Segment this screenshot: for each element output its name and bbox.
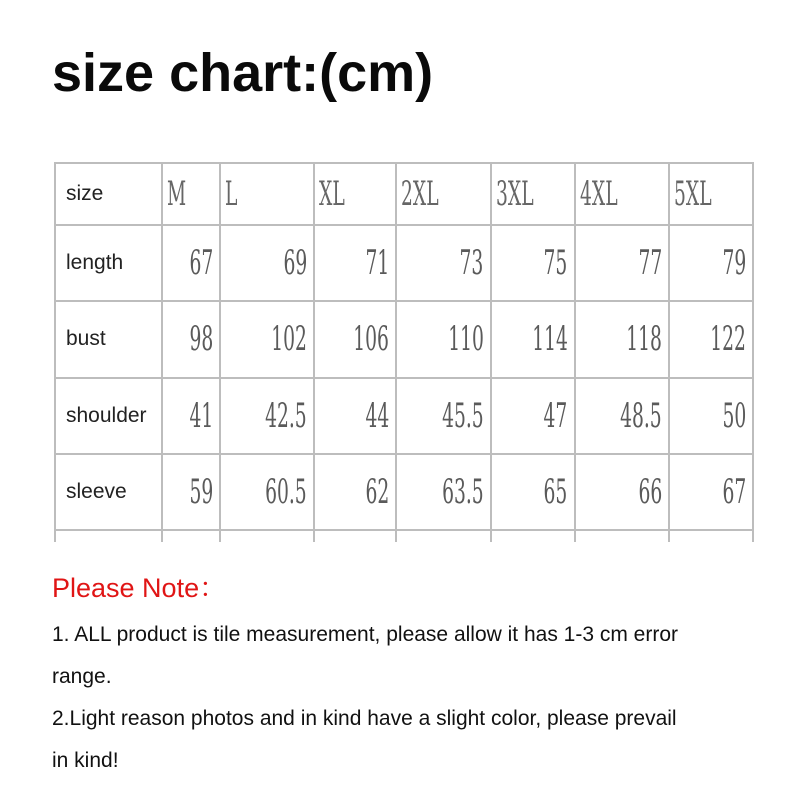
note-title: Please Note：: [52, 573, 227, 603]
spacer-cell: [575, 530, 669, 542]
value-cell: 63.5: [396, 454, 490, 530]
spacer-cell: [396, 530, 490, 542]
value-cell: 69: [220, 225, 314, 301]
value-cell: 44: [314, 378, 396, 454]
value-cell: 67: [669, 454, 753, 530]
value-cell: 118: [575, 301, 669, 377]
value-cell: 66: [575, 454, 669, 530]
spacer-cell: [314, 530, 396, 542]
value-cell: 73: [396, 225, 490, 301]
value-cell: 48.5: [575, 378, 669, 454]
value-cell: 59: [162, 454, 220, 530]
size-header: 4XL: [575, 163, 669, 225]
note-line: 1. ALL product is tile measurement, please allow it has 1-3 cm error: [52, 623, 679, 646]
size-header: 2XL: [396, 163, 490, 225]
spacer-cell: [669, 530, 753, 542]
value-cell: 114: [491, 301, 575, 377]
value-cell: 77: [575, 225, 669, 301]
note-line: range.: [52, 665, 112, 688]
value-cell: 60.5: [220, 454, 314, 530]
value-cell: 62: [314, 454, 396, 530]
row-label: shoulder: [55, 378, 162, 454]
value-cell: 75: [491, 225, 575, 301]
value-cell: 122: [669, 301, 753, 377]
value-cell: 71: [314, 225, 396, 301]
table-row: [55, 301, 753, 377]
size-header: L: [220, 163, 314, 225]
table-row: [55, 225, 753, 301]
row-label: length: [55, 225, 162, 301]
value-cell: 41: [162, 378, 220, 454]
spacer-cell: [162, 530, 220, 542]
size-header: 5XL: [669, 163, 753, 225]
page-title: size chart:(cm): [52, 43, 434, 103]
spacer-cell: [491, 530, 575, 542]
value-cell: 42.5: [220, 378, 314, 454]
value-cell: 50: [669, 378, 753, 454]
value-cell: 106: [314, 301, 396, 377]
note-line: in kind!: [52, 749, 119, 772]
value-cell: 45.5: [396, 378, 490, 454]
table-row: [55, 378, 753, 454]
value-cell: 65: [491, 454, 575, 530]
size-chart-table: [54, 162, 754, 542]
value-cell: 110: [396, 301, 490, 377]
value-cell: 79: [669, 225, 753, 301]
row-label: sleeve: [55, 454, 162, 530]
table-row: [55, 454, 753, 530]
size-header: M: [162, 163, 220, 225]
header-label: size: [55, 163, 162, 225]
table-header-row: [55, 163, 753, 225]
note-item-2: [52, 698, 677, 782]
value-cell: 67: [162, 225, 220, 301]
note-line: 2.Light reason photos and in kind have a slight color, please prevail: [52, 707, 677, 730]
spacer-cell: [220, 530, 314, 542]
value-cell: 98: [162, 301, 220, 377]
row-label: bust: [55, 301, 162, 377]
size-header: XL: [314, 163, 396, 225]
value-cell: 47: [491, 378, 575, 454]
size-header: 3XL: [491, 163, 575, 225]
table-spacer-row: [55, 530, 753, 542]
value-cell: 102: [220, 301, 314, 377]
note-item-1: [52, 614, 678, 698]
spacer-cell: [55, 530, 162, 542]
